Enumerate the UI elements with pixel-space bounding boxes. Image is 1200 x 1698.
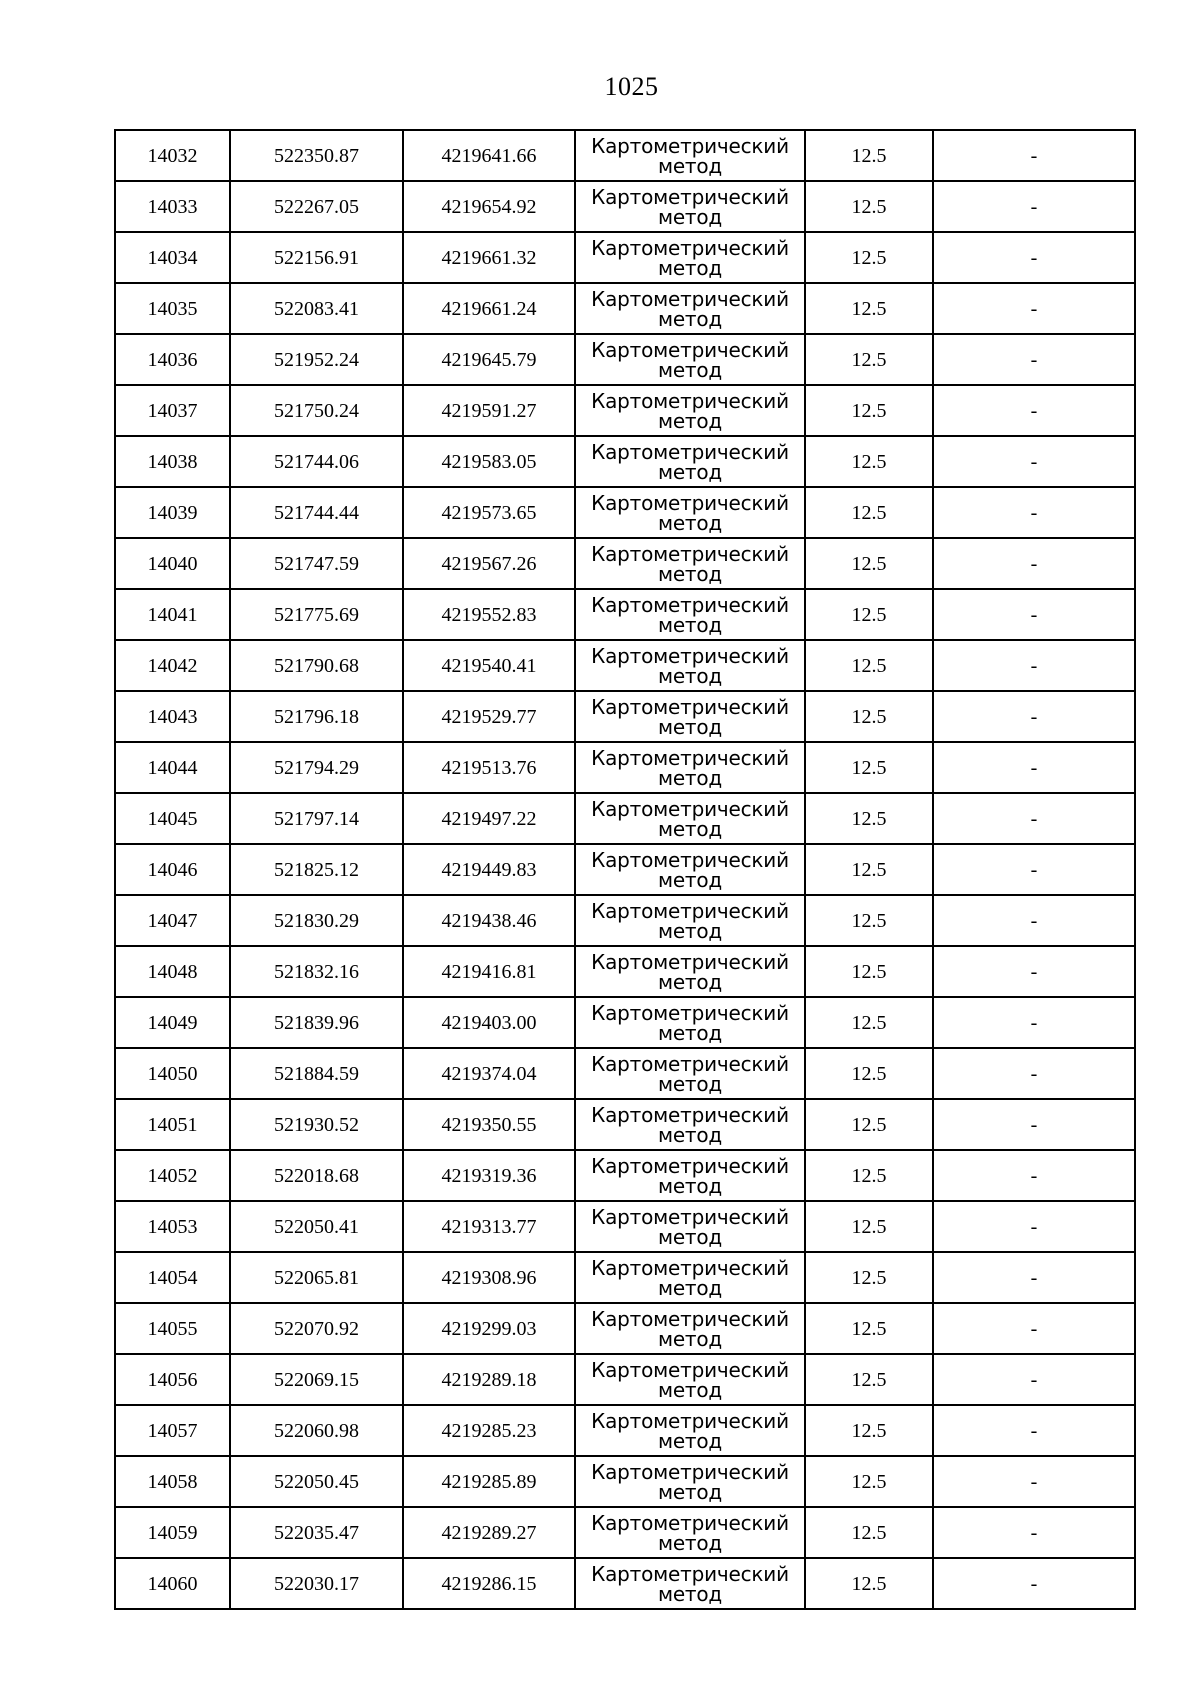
method-cell — [575, 1201, 805, 1252]
x-coordinate-cell: 522083.41 — [230, 283, 403, 334]
x-coordinate-cell: 521796.18 — [230, 691, 403, 742]
table-row — [115, 487, 1135, 538]
method-label-line2: метод — [657, 1428, 723, 1453]
x-coordinate-cell: 521747.59 — [230, 538, 403, 589]
method-cell — [575, 691, 805, 742]
y-coordinate-cell: 4219654.92 — [403, 181, 575, 232]
x-coordinate-cell: 522156.91 — [230, 232, 403, 283]
note-cell: - — [933, 1405, 1135, 1456]
point-number-cell: 14034 — [115, 232, 230, 283]
method-label-line1: Картометрический — [591, 694, 789, 719]
method-label-line2: метод — [657, 765, 723, 790]
y-coordinate-cell: 4219285.89 — [403, 1456, 575, 1507]
note-cell: - — [933, 436, 1135, 487]
method-cell — [575, 895, 805, 946]
method-label-line1: Картометрический — [591, 796, 789, 821]
point-number-cell: 14051 — [115, 1099, 230, 1150]
note-cell: - — [933, 130, 1135, 181]
method-label-line2: метод — [657, 612, 723, 637]
note-cell: - — [933, 1252, 1135, 1303]
method-label-line1: Картометрический — [591, 1000, 789, 1025]
y-coordinate-cell: 4219289.27 — [403, 1507, 575, 1558]
point-number-cell: 14045 — [115, 793, 230, 844]
point-number-cell: 14033 — [115, 181, 230, 232]
accuracy-cell: 12.5 — [805, 232, 933, 283]
accuracy-cell: 12.5 — [805, 1405, 933, 1456]
method-label-line2: метод — [657, 816, 723, 841]
accuracy-cell: 12.5 — [805, 640, 933, 691]
method-label-line1: Картометрический — [591, 541, 789, 566]
method-label-line2: метод — [657, 1071, 723, 1096]
x-coordinate-cell: 522350.87 — [230, 130, 403, 181]
table-row — [115, 1150, 1135, 1201]
accuracy-cell: 12.5 — [805, 436, 933, 487]
method-cell — [575, 997, 805, 1048]
method-cell — [575, 385, 805, 436]
table-row — [115, 895, 1135, 946]
note-cell: - — [933, 538, 1135, 589]
note-cell: - — [933, 793, 1135, 844]
method-label-line2: метод — [657, 1377, 723, 1402]
accuracy-cell: 12.5 — [805, 1507, 933, 1558]
y-coordinate-cell: 4219286.15 — [403, 1558, 575, 1609]
note-cell: - — [933, 742, 1135, 793]
note-cell: - — [933, 1201, 1135, 1252]
x-coordinate-cell: 521952.24 — [230, 334, 403, 385]
y-coordinate-cell: 4219313.77 — [403, 1201, 575, 1252]
y-coordinate-cell: 4219573.65 — [403, 487, 575, 538]
accuracy-cell: 12.5 — [805, 334, 933, 385]
table-row — [115, 436, 1135, 487]
table-row — [115, 997, 1135, 1048]
y-coordinate-cell: 4219583.05 — [403, 436, 575, 487]
y-coordinate-cell: 4219449.83 — [403, 844, 575, 895]
table-row — [115, 1456, 1135, 1507]
method-label-line1: Картометрический — [591, 1357, 789, 1382]
x-coordinate-cell: 521930.52 — [230, 1099, 403, 1150]
method-label-line1: Картометрический — [591, 1051, 789, 1076]
table-row — [115, 232, 1135, 283]
accuracy-cell: 12.5 — [805, 1354, 933, 1405]
accuracy-cell: 12.5 — [805, 487, 933, 538]
method-cell — [575, 793, 805, 844]
note-cell: - — [933, 334, 1135, 385]
method-label-line2: метод — [657, 867, 723, 892]
accuracy-cell: 12.5 — [805, 997, 933, 1048]
method-label-line2: метод — [657, 510, 723, 535]
x-coordinate-cell: 522050.45 — [230, 1456, 403, 1507]
method-label-line1: Картометрический — [591, 1510, 789, 1535]
coordinates-table-body — [115, 130, 1135, 1609]
note-cell: - — [933, 1456, 1135, 1507]
point-number-cell: 14037 — [115, 385, 230, 436]
accuracy-cell: 12.5 — [805, 385, 933, 436]
method-cell — [575, 1405, 805, 1456]
table-row — [115, 1405, 1135, 1456]
point-number-cell: 14040 — [115, 538, 230, 589]
point-number-cell: 14042 — [115, 640, 230, 691]
table-row — [115, 1558, 1135, 1609]
note-cell: - — [933, 946, 1135, 997]
method-label-line2: метод — [657, 1530, 723, 1555]
table-row — [115, 793, 1135, 844]
table-row — [115, 742, 1135, 793]
method-cell — [575, 844, 805, 895]
method-cell — [575, 742, 805, 793]
method-label-line2: метод — [657, 204, 723, 229]
method-label-line1: Картометрический — [591, 1153, 789, 1178]
accuracy-cell: 12.5 — [805, 181, 933, 232]
note-cell: - — [933, 1048, 1135, 1099]
accuracy-cell: 12.5 — [805, 1099, 933, 1150]
method-label-line2: метод — [657, 1173, 723, 1198]
y-coordinate-cell: 4219591.27 — [403, 385, 575, 436]
point-number-cell: 14035 — [115, 283, 230, 334]
table-row — [115, 181, 1135, 232]
method-cell — [575, 1354, 805, 1405]
method-label-line1: Картометрический — [591, 1102, 789, 1127]
method-label-line1: Картометрический — [591, 439, 789, 464]
y-coordinate-cell: 4219308.96 — [403, 1252, 575, 1303]
y-coordinate-cell: 4219567.26 — [403, 538, 575, 589]
point-number-cell: 14053 — [115, 1201, 230, 1252]
note-cell: - — [933, 1150, 1135, 1201]
y-coordinate-cell: 4219416.81 — [403, 946, 575, 997]
x-coordinate-cell: 522267.05 — [230, 181, 403, 232]
method-label-line1: Картометрический — [591, 1459, 789, 1484]
page-number: 1025 — [604, 72, 659, 101]
method-cell — [575, 487, 805, 538]
point-number-cell: 14056 — [115, 1354, 230, 1405]
table-row — [115, 844, 1135, 895]
method-label-line2: метод — [657, 408, 723, 433]
note-cell: - — [933, 232, 1135, 283]
point-number-cell: 14058 — [115, 1456, 230, 1507]
method-label-line1: Картометрический — [591, 643, 789, 668]
y-coordinate-cell: 4219350.55 — [403, 1099, 575, 1150]
method-label-line1: Картометрический — [591, 898, 789, 923]
y-coordinate-cell: 4219529.77 — [403, 691, 575, 742]
table-row — [115, 1099, 1135, 1150]
x-coordinate-cell: 522070.92 — [230, 1303, 403, 1354]
method-label-line1: Картометрический — [591, 286, 789, 311]
method-label-line2: метод — [657, 153, 723, 178]
method-cell — [575, 283, 805, 334]
note-cell: - — [933, 487, 1135, 538]
method-cell — [575, 946, 805, 997]
y-coordinate-cell: 4219513.76 — [403, 742, 575, 793]
table-row — [115, 1354, 1135, 1405]
method-label-line2: метод — [657, 1020, 723, 1045]
method-label-line2: метод — [657, 918, 723, 943]
method-label-line1: Картометрический — [591, 235, 789, 260]
y-coordinate-cell: 4219438.46 — [403, 895, 575, 946]
accuracy-cell: 12.5 — [805, 895, 933, 946]
table-row — [115, 1252, 1135, 1303]
method-label-line2: метод — [657, 714, 723, 739]
point-number-cell: 14060 — [115, 1558, 230, 1609]
point-number-cell: 14048 — [115, 946, 230, 997]
method-label-line2: метод — [657, 663, 723, 688]
x-coordinate-cell: 521839.96 — [230, 997, 403, 1048]
method-label-line2: метод — [657, 1581, 723, 1606]
y-coordinate-cell: 4219374.04 — [403, 1048, 575, 1099]
note-cell: - — [933, 895, 1135, 946]
method-label-line2: метод — [657, 1479, 723, 1504]
method-cell — [575, 181, 805, 232]
y-coordinate-cell: 4219641.66 — [403, 130, 575, 181]
x-coordinate-cell: 521825.12 — [230, 844, 403, 895]
point-number-cell: 14055 — [115, 1303, 230, 1354]
y-coordinate-cell: 4219403.00 — [403, 997, 575, 1048]
method-label-line1: Картометрический — [591, 133, 789, 158]
x-coordinate-cell: 521830.29 — [230, 895, 403, 946]
method-cell — [575, 1558, 805, 1609]
x-coordinate-cell: 521884.59 — [230, 1048, 403, 1099]
method-label-line1: Картометрический — [591, 388, 789, 413]
method-cell — [575, 1150, 805, 1201]
note-cell: - — [933, 691, 1135, 742]
accuracy-cell: 12.5 — [805, 1201, 933, 1252]
method-label-line2: метод — [657, 1224, 723, 1249]
note-cell: - — [933, 283, 1135, 334]
accuracy-cell: 12.5 — [805, 283, 933, 334]
y-coordinate-cell: 4219645.79 — [403, 334, 575, 385]
accuracy-cell: 12.5 — [805, 538, 933, 589]
method-cell — [575, 1099, 805, 1150]
note-cell: - — [933, 844, 1135, 895]
method-label-line2: метод — [657, 1326, 723, 1351]
method-label-line1: Картометрический — [591, 337, 789, 362]
x-coordinate-cell: 521832.16 — [230, 946, 403, 997]
table-row — [115, 1303, 1135, 1354]
method-cell — [575, 1507, 805, 1558]
point-number-cell: 14054 — [115, 1252, 230, 1303]
point-number-cell: 14036 — [115, 334, 230, 385]
method-label-line2: метод — [657, 459, 723, 484]
point-number-cell: 14038 — [115, 436, 230, 487]
method-cell — [575, 1456, 805, 1507]
y-coordinate-cell: 4219289.18 — [403, 1354, 575, 1405]
table-row — [115, 691, 1135, 742]
y-coordinate-cell: 4219319.36 — [403, 1150, 575, 1201]
method-cell — [575, 334, 805, 385]
x-coordinate-cell: 522065.81 — [230, 1252, 403, 1303]
x-coordinate-cell: 521744.06 — [230, 436, 403, 487]
accuracy-cell: 12.5 — [805, 691, 933, 742]
note-cell: - — [933, 1507, 1135, 1558]
accuracy-cell: 12.5 — [805, 1303, 933, 1354]
note-cell: - — [933, 181, 1135, 232]
x-coordinate-cell: 521775.69 — [230, 589, 403, 640]
note-cell: - — [933, 640, 1135, 691]
method-label-line2: метод — [657, 969, 723, 994]
point-number-cell: 14046 — [115, 844, 230, 895]
method-label-line1: Картометрический — [591, 1408, 789, 1433]
note-cell: - — [933, 1558, 1135, 1609]
point-number-cell: 14047 — [115, 895, 230, 946]
x-coordinate-cell: 522030.17 — [230, 1558, 403, 1609]
accuracy-cell: 12.5 — [805, 1048, 933, 1099]
table-row — [115, 589, 1135, 640]
table-row — [115, 1507, 1135, 1558]
method-cell — [575, 436, 805, 487]
x-coordinate-cell: 521794.29 — [230, 742, 403, 793]
point-number-cell: 14039 — [115, 487, 230, 538]
point-number-cell: 14050 — [115, 1048, 230, 1099]
method-label-line2: метод — [657, 1122, 723, 1147]
y-coordinate-cell: 4219540.41 — [403, 640, 575, 691]
note-cell: - — [933, 1099, 1135, 1150]
point-number-cell: 14032 — [115, 130, 230, 181]
x-coordinate-cell: 522050.41 — [230, 1201, 403, 1252]
point-number-cell: 14043 — [115, 691, 230, 742]
coordinates-table — [114, 129, 1136, 1610]
method-label-line1: Картометрический — [591, 1306, 789, 1331]
y-coordinate-cell: 4219661.32 — [403, 232, 575, 283]
method-cell — [575, 1252, 805, 1303]
method-label-line1: Картометрический — [591, 1204, 789, 1229]
method-cell — [575, 538, 805, 589]
y-coordinate-cell: 4219299.03 — [403, 1303, 575, 1354]
method-cell — [575, 1048, 805, 1099]
y-coordinate-cell: 4219661.24 — [403, 283, 575, 334]
point-number-cell: 14049 — [115, 997, 230, 1048]
table-row — [115, 334, 1135, 385]
table-row — [115, 1048, 1135, 1099]
method-label-line2: метод — [657, 306, 723, 331]
method-label-line1: Картометрический — [591, 949, 789, 974]
method-cell — [575, 232, 805, 283]
point-number-cell: 14059 — [115, 1507, 230, 1558]
table-row — [115, 538, 1135, 589]
method-label-line1: Картометрический — [591, 490, 789, 515]
accuracy-cell: 12.5 — [805, 946, 933, 997]
note-cell: - — [933, 589, 1135, 640]
y-coordinate-cell: 4219552.83 — [403, 589, 575, 640]
accuracy-cell: 12.5 — [805, 1150, 933, 1201]
point-number-cell: 14044 — [115, 742, 230, 793]
accuracy-cell: 12.5 — [805, 130, 933, 181]
x-coordinate-cell: 522018.68 — [230, 1150, 403, 1201]
method-label-line1: Картометрический — [591, 745, 789, 770]
accuracy-cell: 12.5 — [805, 793, 933, 844]
x-coordinate-cell: 521790.68 — [230, 640, 403, 691]
table-row — [115, 946, 1135, 997]
method-label-line2: метод — [657, 1275, 723, 1300]
note-cell: - — [933, 997, 1135, 1048]
accuracy-cell: 12.5 — [805, 844, 933, 895]
x-coordinate-cell: 522035.47 — [230, 1507, 403, 1558]
method-label-line2: метод — [657, 255, 723, 280]
method-label-line1: Картометрический — [591, 847, 789, 872]
table-row — [115, 130, 1135, 181]
method-label-line1: Картометрический — [591, 1255, 789, 1280]
accuracy-cell: 12.5 — [805, 589, 933, 640]
x-coordinate-cell: 521797.14 — [230, 793, 403, 844]
table-row — [115, 385, 1135, 436]
method-label-line1: Картометрический — [591, 1561, 789, 1586]
y-coordinate-cell: 4219285.23 — [403, 1405, 575, 1456]
point-number-cell: 14057 — [115, 1405, 230, 1456]
note-cell: - — [933, 385, 1135, 436]
method-cell — [575, 589, 805, 640]
point-number-cell: 14052 — [115, 1150, 230, 1201]
accuracy-cell: 12.5 — [805, 1252, 933, 1303]
point-number-cell: 14041 — [115, 589, 230, 640]
accuracy-cell: 12.5 — [805, 1456, 933, 1507]
y-coordinate-cell: 4219497.22 — [403, 793, 575, 844]
x-coordinate-cell: 522060.98 — [230, 1405, 403, 1456]
method-label-line2: метод — [657, 561, 723, 586]
table-row — [115, 640, 1135, 691]
method-cell — [575, 130, 805, 181]
x-coordinate-cell: 521744.44 — [230, 487, 403, 538]
accuracy-cell: 12.5 — [805, 1558, 933, 1609]
method-label-line1: Картометрический — [591, 184, 789, 209]
method-label-line1: Картометрический — [591, 592, 789, 617]
method-label-line2: метод — [657, 357, 723, 382]
table-row — [115, 283, 1135, 334]
note-cell: - — [933, 1303, 1135, 1354]
method-cell — [575, 640, 805, 691]
note-cell: - — [933, 1354, 1135, 1405]
x-coordinate-cell: 522069.15 — [230, 1354, 403, 1405]
x-coordinate-cell: 521750.24 — [230, 385, 403, 436]
accuracy-cell: 12.5 — [805, 742, 933, 793]
method-cell — [575, 1303, 805, 1354]
table-row — [115, 1201, 1135, 1252]
